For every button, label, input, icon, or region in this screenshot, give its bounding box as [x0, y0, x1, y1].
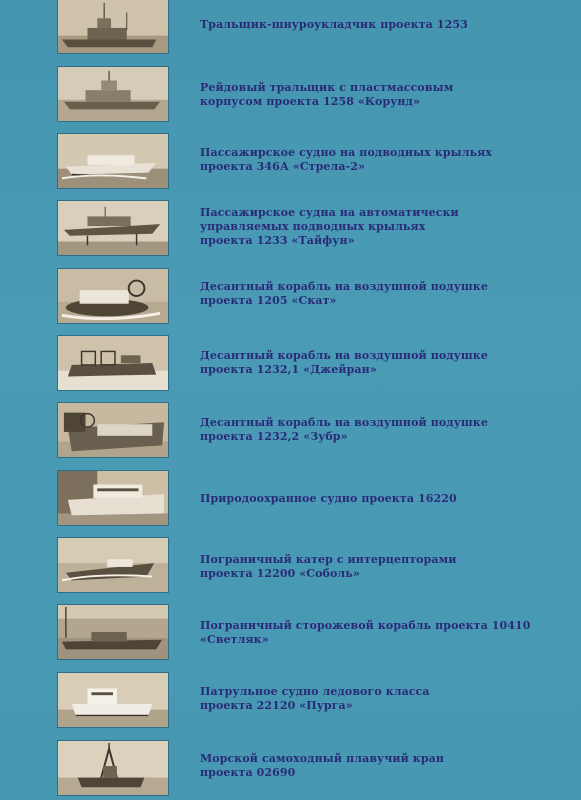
ship-caption: Рейдовый тральщик с пластмассовым корпусом проекта 1258 «Корунд» [200, 81, 454, 108]
hovercraft-zubr-photo [57, 402, 169, 458]
minesweeper-photo [57, 0, 169, 54]
ship-caption: Тральщик-шнуроукладчик проекта 1253 [200, 18, 468, 31]
ship-entry [0, 133, 581, 191]
ship-entry [0, 672, 581, 730]
patrol-ship-photo [57, 604, 169, 660]
ship-entry [0, 740, 581, 798]
ship-caption: Патрульное судно ледового класса проекта 22120 «Пурга» [200, 685, 430, 712]
hovercraft-dzheyran-photo [57, 335, 169, 391]
ship-caption: Десантный корабль на воздушной подушке проекта 1232,1 «Джейран» [200, 349, 488, 376]
ship-entry [0, 66, 581, 124]
hydrofoil-typhoon-photo [57, 200, 169, 256]
ship-entry [0, 537, 581, 595]
hydrofoil-photo [57, 133, 169, 189]
ship-entry [0, 335, 581, 393]
ship-entry [0, 470, 581, 528]
ship-caption: Морской самоходный плавучий кран проекта 02690 [200, 752, 445, 779]
ship-entry [0, 0, 581, 56]
ship-entry [0, 200, 581, 258]
floating-crane-photo [57, 740, 169, 796]
patrol-boat-photo [57, 537, 169, 593]
ship-entry [0, 604, 581, 662]
ship-caption: Пограничный сторожевой корабль проекта 10410 «Светляк» [200, 619, 531, 646]
ship-entry [0, 268, 581, 326]
hovercraft-skat-photo [57, 268, 169, 324]
ship-caption: Десантный корабль на воздушной подушке проекта 1232,2 «Зубр» [200, 416, 488, 443]
ship-caption: Пассажирское судно на подводных крыльях проекта 346А «Стрела-2» [200, 146, 493, 173]
ice-patrol-ship-photo [57, 672, 169, 728]
catamaran-photo [57, 470, 169, 526]
ship-caption: Природоохранное судно проекта 16220 [200, 492, 457, 505]
ship-entry [0, 402, 581, 460]
raid-minesweeper-photo [57, 66, 169, 122]
ship-caption: Десантный корабль на воздушной подушке проекта 1205 «Скат» [200, 280, 488, 307]
ship-caption: Пассажирское судна на автоматически управляемых подводных крыльях проекта 1233 «Тайфун» [200, 206, 459, 247]
ship-caption: Пограничный катер с интерцепторами проекта 12200 «Соболь» [200, 553, 457, 580]
